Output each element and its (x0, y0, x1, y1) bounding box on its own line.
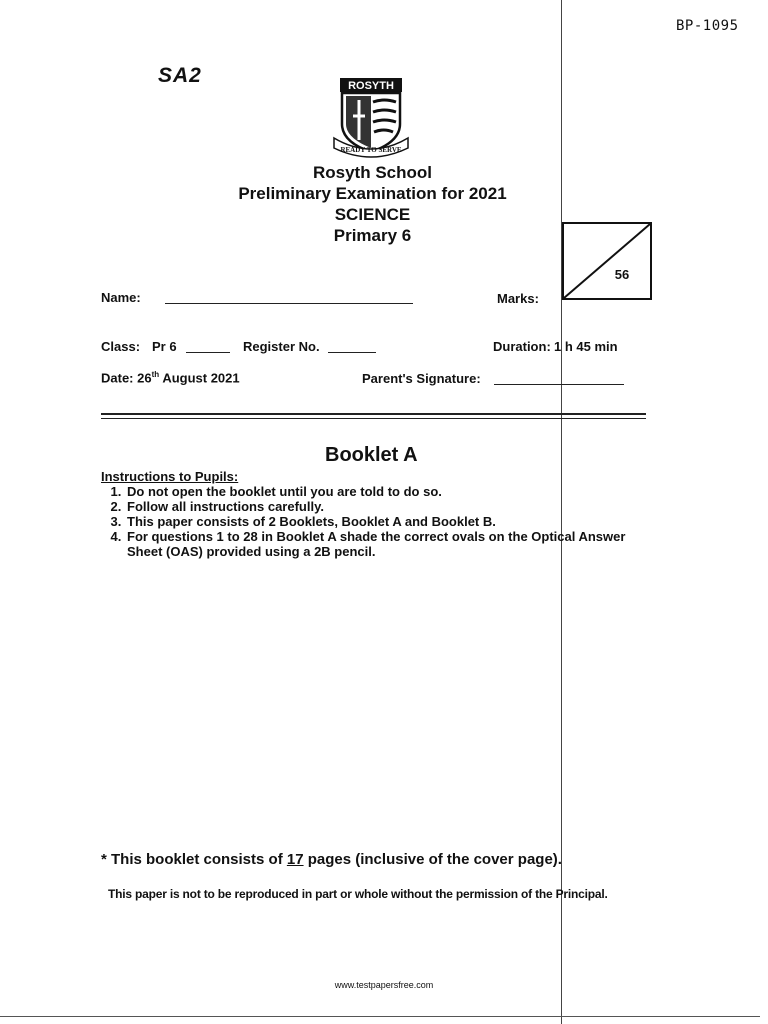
footer-url: www.testpapersfree.com (334, 980, 434, 990)
register-blank (328, 340, 376, 353)
divider-thick (101, 413, 646, 415)
class-value: Pr 6 (152, 339, 177, 354)
instructions (101, 469, 661, 559)
exam-header (200, 162, 545, 246)
crest-motto: READY TO SERVE (340, 146, 402, 154)
school-crest-logo (326, 76, 416, 160)
marks-total: 56 (614, 267, 630, 282)
subject-title: SCIENCE (334, 205, 411, 224)
instruction-item: 2. Follow all instructions carefully. (125, 499, 661, 514)
copyright-notice: This paper is not to be reproduced in part or whole without the permission of the Principal. (108, 887, 608, 901)
instructions-list (101, 484, 661, 559)
crest-top-text: ROSYTH (348, 80, 394, 92)
page-count-note (101, 851, 562, 868)
page-count-prefix: * This booklet consists of (101, 851, 287, 868)
name-blank (165, 291, 413, 304)
marks-label: Marks: (497, 291, 539, 306)
duration-label: Duration: (493, 339, 551, 354)
name-label: Name: (101, 290, 141, 305)
date-line (101, 370, 240, 385)
parent-signature-label: Parent's Signature: (362, 371, 481, 386)
handwritten-tag: SA2 (158, 64, 202, 87)
document-code: BP-1095 (676, 18, 739, 34)
booklet-title: Booklet A (325, 444, 418, 466)
class-label: Class: (101, 339, 141, 354)
exam-title: Preliminary Examination for 2021 (238, 184, 507, 203)
date-label: Date: (101, 370, 134, 386)
register-label: Register No. (243, 339, 320, 354)
date-day: 26 (137, 370, 152, 386)
marks-box (562, 222, 652, 300)
page-count-suffix: pages (inclusive of the cover page). (303, 851, 562, 868)
school-name: Rosyth School (312, 163, 432, 182)
instructions-title: Instructions to Pupils: (101, 469, 239, 484)
divider-thin (101, 418, 646, 419)
date-month-year: August 2021 (162, 370, 240, 386)
date-suffix: th (151, 370, 160, 379)
page-count-number: 17 (286, 851, 304, 868)
scan-bottom-line (0, 1016, 760, 1017)
class-blank (186, 340, 230, 353)
parent-signature-blank (494, 372, 624, 385)
level-title: Primary 6 (333, 226, 412, 245)
instruction-item: 1. Do not open the booklet until you are told to do so. (125, 484, 661, 499)
instruction-item: 3. This paper consists of 2 Booklets, Booklet A and Booklet B. (125, 514, 661, 529)
duration-value: 1 h 45 min (554, 339, 618, 354)
instruction-item: 4. For questions 1 to 28 in Booklet A shade the correct ovals on the Optical Answer Sheet (OAS) provided using a 2B pencil. (125, 529, 661, 559)
